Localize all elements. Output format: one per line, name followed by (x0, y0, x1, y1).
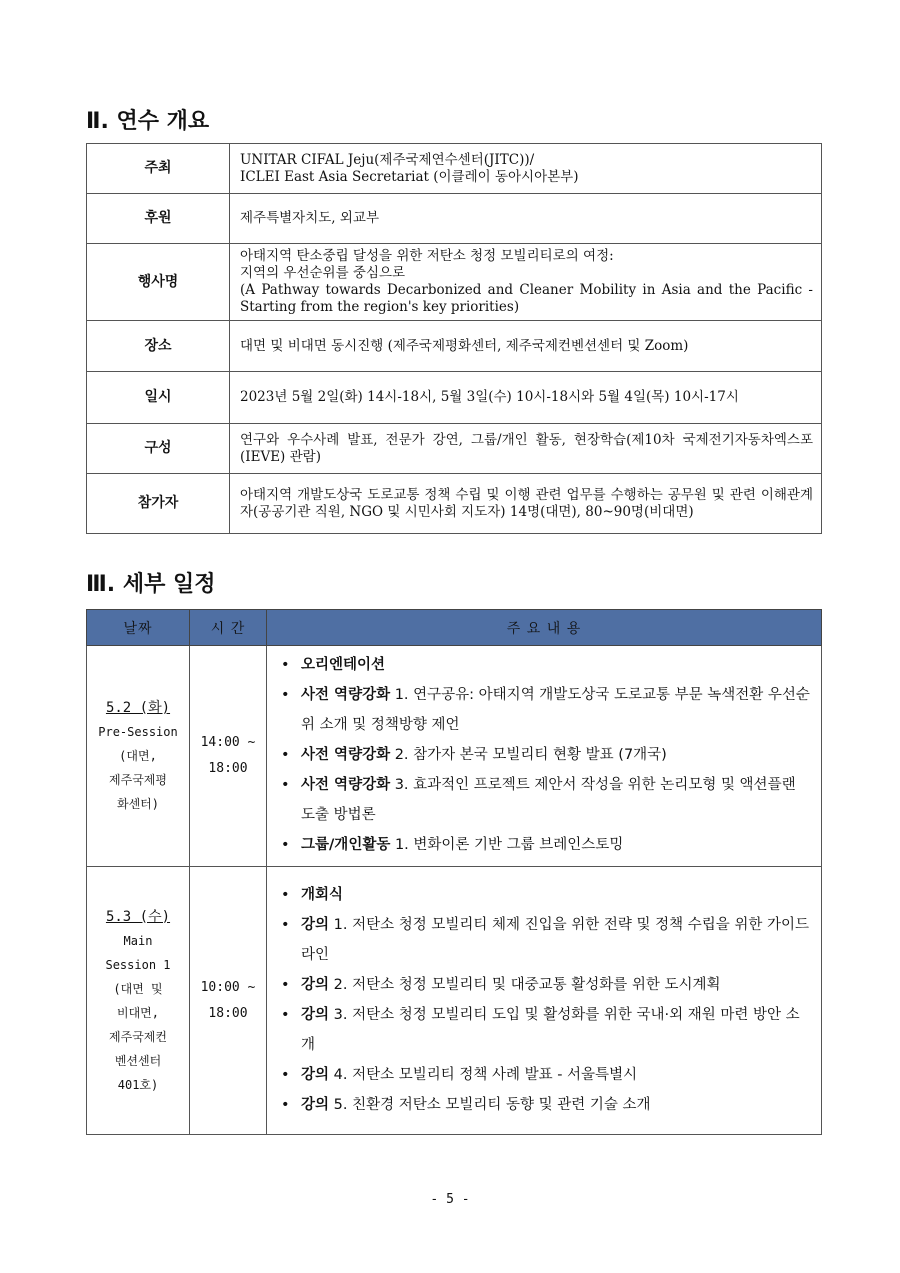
schedule-table (86, 609, 822, 1135)
list-item: • 개회식 (277, 880, 813, 910)
table-row (87, 646, 822, 867)
list-item: • 사전 역량강화 1. 연구공유: 아태지역 개발도상국 도로교통 부문 녹색전환 우선순위 소개 및 정책방향 제언 (277, 680, 813, 740)
date-line: 401호) (117, 1077, 159, 1092)
day-label: 5.3 (수) (105, 908, 171, 925)
agenda-list (277, 650, 813, 860)
content-cell (267, 646, 822, 867)
time-cell (190, 646, 267, 867)
row-value: 연구와 우수사례 발표, 전문가 강연, 그룹/개인 활동, 현장학습(제10차 국제전기자동차엑스포(IEVE) 관람) (230, 424, 822, 474)
date-line: 제주국제평 (109, 773, 167, 787)
table-row (87, 867, 822, 1135)
date-line: (대면, (119, 749, 157, 763)
content-cell (267, 867, 822, 1135)
row-label: 행사명 (87, 244, 230, 321)
row-label: 참가자 (87, 474, 230, 534)
table-row (87, 144, 822, 194)
list-item: • 강의 2. 저탄소 청정 모빌리티 및 대중교통 활성화를 위한 도시계획 (277, 970, 813, 1000)
row-value: 대면 및 비대면 동시진행 (제주국제평화센터, 제주국제컨벤션센터 및 Zoom) (230, 321, 822, 372)
table-row (87, 474, 822, 534)
list-item: • 강의 3. 저탄소 청정 모빌리티 도입 및 활성화를 위한 국내·외 재원 마련 방안 소개 (277, 1000, 813, 1060)
time-line: 14:00 ~ (200, 735, 256, 750)
section-3-title: Ⅲ. 세부 일정 (86, 572, 216, 597)
date-line: Pre-Session (98, 725, 178, 739)
date-line: Main (123, 933, 153, 948)
table-row (87, 372, 822, 424)
list-item: • 강의 5. 친환경 저탄소 모빌리티 동향 및 관련 기술 소개 (277, 1090, 813, 1120)
row-label: 구성 (87, 424, 230, 474)
table-row (87, 244, 822, 321)
date-line: Session 1 (105, 957, 171, 972)
section-2-title: Ⅱ. 연수 개요 (86, 109, 210, 134)
time-line: 18:00 (208, 1005, 248, 1021)
row-label: 일시 (87, 372, 230, 424)
time-line: 10:00 ~ (200, 979, 256, 995)
header-content: 주 요 내 용 (267, 610, 822, 646)
list-item: • 사전 역량강화 2. 참가자 본국 모빌리티 현황 발표 (7개국) (277, 740, 813, 770)
row-value: UNITAR CIFAL Jeju(제주국제연수센터(JITC))/ ICLEI East Asia Secretariat (이클레이 동아시아본부) (230, 144, 822, 194)
table-row (87, 321, 822, 372)
date-line: 비대면, (116, 1005, 159, 1020)
time-cell (190, 867, 267, 1135)
page-number: - 5 - (430, 1192, 470, 1207)
list-item: • 사전 역량강화 3. 효과적인 프로젝트 제안서 작성을 위한 논리모형 및 액션플랜 도출 방법론 (277, 770, 813, 830)
list-item: • 그룹/개인활동 1. 변화이론 기반 그룹 브레인스토밍 (277, 830, 813, 860)
table-row (87, 194, 822, 244)
row-label: 주최 (87, 144, 230, 194)
agenda-list (277, 880, 813, 1120)
table-row (87, 424, 822, 474)
time-line: 18:00 (208, 761, 248, 776)
header-date: 날짜 (87, 610, 190, 646)
date-line: 화센터) (116, 797, 159, 811)
date-line: 벤션센터 (114, 1053, 162, 1068)
date-cell (87, 646, 190, 867)
row-label: 장소 (87, 321, 230, 372)
overview-table (86, 143, 822, 534)
date-line: (대면 및 (113, 981, 163, 996)
date-cell (87, 867, 190, 1135)
row-value: 제주특별자치도, 외교부 (230, 194, 822, 244)
row-value: 아태지역 개발도상국 도로교통 정책 수립 및 이행 관련 업무를 수행하는 공무원 및 관련 이해관계자(공공기관 직원, NGO 및 시민사회 지도자) 14명(대면), 80~90명(비대면) (230, 474, 822, 534)
row-value: 2023년 5월 2일(화) 14시-18시, 5월 3일(수) 10시-18시와 5월 4일(목) 10시-17시 (230, 372, 822, 424)
row-label: 후원 (87, 194, 230, 244)
table-header-row (87, 610, 822, 646)
list-item: • 강의 1. 저탄소 청정 모빌리티 체제 진입을 위한 전략 및 정책 수립을 위한 가이드라인 (277, 910, 813, 970)
row-value: 아태지역 탄소중립 달성을 위한 저탄소 청정 모빌리티로의 여정: 지역의 우선순위를 중심으로 (A Pathway towards Decarbonized and Cleaner Mobility in Asia and the Pacific - Starting from the region's key priorities) (230, 244, 822, 321)
list-item: • 오리엔테이션 (277, 650, 813, 680)
list-item: • 강의 4. 저탄소 모빌리티 정책 사례 발표 - 서울특별시 (277, 1060, 813, 1090)
day-label: 5.2 (화) (105, 700, 171, 716)
date-line: 제주국제컨 (109, 1029, 167, 1044)
header-time: 시 간 (190, 610, 267, 646)
